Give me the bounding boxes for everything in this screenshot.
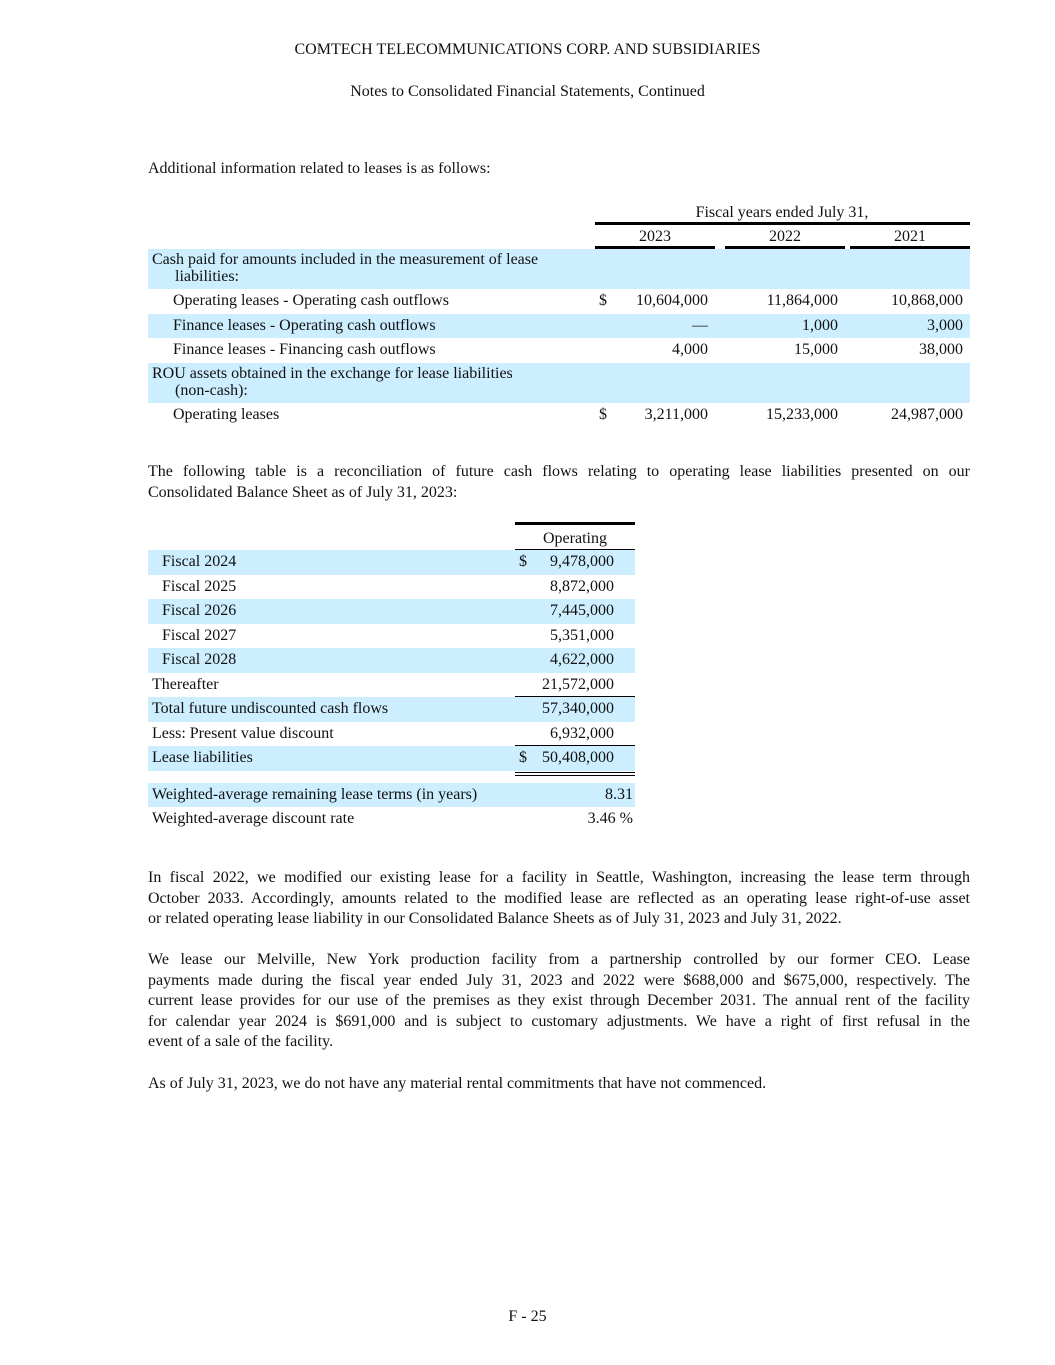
value-2021: 10,868,000 xyxy=(891,292,963,309)
year-header-2023: 2023 xyxy=(639,228,671,245)
weighted-term-row xyxy=(148,783,635,808)
table-row xyxy=(148,673,635,698)
value-2021: 24,987,000 xyxy=(891,405,963,423)
value-2023: 10,604,000 xyxy=(636,292,708,309)
row-amount: 57,340,000 xyxy=(542,700,614,717)
company-name: COMTECH TELECOMMUNICATIONS CORP. AND SUBSIDIARIES xyxy=(294,41,761,58)
row-label: Fiscal 2027 xyxy=(162,626,237,644)
table-row xyxy=(148,746,635,771)
row-label: Fiscal 2026 xyxy=(162,602,237,619)
value-2021: 3,000 xyxy=(927,316,963,334)
section-rou-assets xyxy=(148,363,970,403)
row-label: Fiscal 2024 xyxy=(162,553,237,570)
dollar-sign: $ xyxy=(519,749,527,766)
value-2022: 15,233,000 xyxy=(766,405,838,423)
section-cash-paid-line1: Cash paid for amounts included in the measurement of lease xyxy=(152,251,539,268)
row-value: 3.46 % xyxy=(587,810,633,827)
paragraph-line: In fiscal 2022, we modified our existing lease for a facility in Seattle, Washington, increasing the lease term through xyxy=(148,869,970,886)
row-amount: 6,932,000 xyxy=(550,724,614,742)
paragraph-line: October 2033. Accordingly, amounts related to the modified lease are reflected as an operating lease right-of-use asset xyxy=(148,889,970,907)
melville-lease-paragraph xyxy=(148,950,970,1053)
row-amount: 50,408,000 xyxy=(542,749,614,766)
paragraph-line: or related operating lease liability in our Consolidated Balance Sheets as of July 31, 2023 and July 31, 2022. xyxy=(148,910,842,927)
reconciliation-line1: The following table is a reconciliation of future cash flows relating to operating lease liabilities presented on our xyxy=(148,463,970,480)
fiscal-years-header: Fiscal years ended July 31, xyxy=(695,204,869,221)
page-subtitle: Notes to Consolidated Financial Statements, Continued xyxy=(350,83,705,100)
row-label: Fiscal 2028 xyxy=(162,651,237,668)
intro-text: Additional information related to leases is as follows: xyxy=(148,160,491,177)
dollar-sign: $ xyxy=(599,405,607,423)
page-number: F - 25 xyxy=(508,1308,547,1325)
row-value: 8.31 xyxy=(605,785,633,803)
reconciliation-paragraph xyxy=(148,462,970,503)
row-label: Lease liabilities xyxy=(152,749,253,766)
dollar-sign: $ xyxy=(519,553,527,570)
paragraph-line: current lease provides for our use of the premises as they exist through December 2031. The annual rent of the facility xyxy=(148,992,970,1009)
paragraph-line: for calendar year 2024 is $691,000 and is subject to customary adjustments. We have a right of first refusal in the xyxy=(148,1012,970,1030)
table-row xyxy=(148,599,635,624)
row-label: Operating leases xyxy=(173,405,280,423)
table-row xyxy=(148,624,635,649)
row-amount: 8,872,000 xyxy=(550,577,614,595)
lease-info-table xyxy=(148,201,970,427)
value-2021: 38,000 xyxy=(919,341,963,358)
table-row xyxy=(148,403,970,428)
section-cash-paid xyxy=(148,249,970,289)
row-amount: 9,478,000 xyxy=(550,553,614,570)
row-amount: 4,622,000 xyxy=(550,651,614,668)
section-rou-line1: ROU assets obtained in the exchange for lease liabilities xyxy=(152,364,513,382)
row-amount: 7,445,000 xyxy=(550,602,614,619)
commitments-paragraph: As of July 31, 2023, we do not have any material rental commitments that have not commenced. xyxy=(148,1075,767,1092)
row-label: Finance leases - Financing cash outflows xyxy=(173,341,436,358)
section-cash-paid-line2: liabilities: xyxy=(175,268,239,285)
reconciliation-line2: Consolidated Balance Sheet as of July 31, 2023: xyxy=(148,483,458,501)
row-label: Less: Present value discount xyxy=(152,724,334,742)
table-row xyxy=(148,722,635,747)
value-2022: 11,864,000 xyxy=(766,292,838,309)
row-label: Operating leases - Operating cash outflows xyxy=(173,292,449,309)
table-row xyxy=(148,648,635,673)
paragraph-line: event of a sale of the facility. xyxy=(148,1033,334,1050)
table-row xyxy=(148,289,970,314)
operating-lease-table xyxy=(148,522,635,832)
row-label: Total future undiscounted cash flows xyxy=(152,700,389,717)
value-2022: 15,000 xyxy=(794,341,838,358)
table-row xyxy=(148,550,635,575)
year-header-2022: 2022 xyxy=(769,228,801,245)
row-label: Weighted-average discount rate xyxy=(152,810,355,827)
year-header-2021: 2021 xyxy=(894,228,926,245)
row-amount: 5,351,000 xyxy=(550,626,614,644)
paragraph-line: payments made during the fiscal year ended July 31, 2023 and 2022 were $688,000 and $675,000, respectively. The xyxy=(148,971,970,989)
table-row xyxy=(148,697,635,722)
operating-header: Operating xyxy=(543,530,607,547)
paragraph-line: We lease our Melville, New York production facility from a partnership controlled by our former CEO. Lease xyxy=(148,951,970,968)
row-label: Thereafter xyxy=(152,675,219,693)
value-2023: 4,000 xyxy=(672,341,708,358)
row-label: Finance leases - Operating cash outflows xyxy=(173,316,436,334)
table-row xyxy=(148,338,970,363)
table-row xyxy=(148,575,635,600)
value-2022: 1,000 xyxy=(802,316,838,334)
table-row xyxy=(148,314,970,339)
weighted-rate-row xyxy=(148,807,635,832)
section-rou-line2: (non-cash): xyxy=(175,381,248,399)
value-2023: — xyxy=(692,316,708,334)
row-label: Fiscal 2025 xyxy=(162,577,237,595)
seattle-lease-paragraph xyxy=(148,868,970,930)
double-underline xyxy=(515,772,635,776)
value-2023: 3,211,000 xyxy=(644,405,708,423)
row-amount: 21,572,000 xyxy=(542,675,614,693)
row-label: Weighted-average remaining lease terms (in years) xyxy=(152,785,478,803)
dollar-sign: $ xyxy=(599,292,607,309)
